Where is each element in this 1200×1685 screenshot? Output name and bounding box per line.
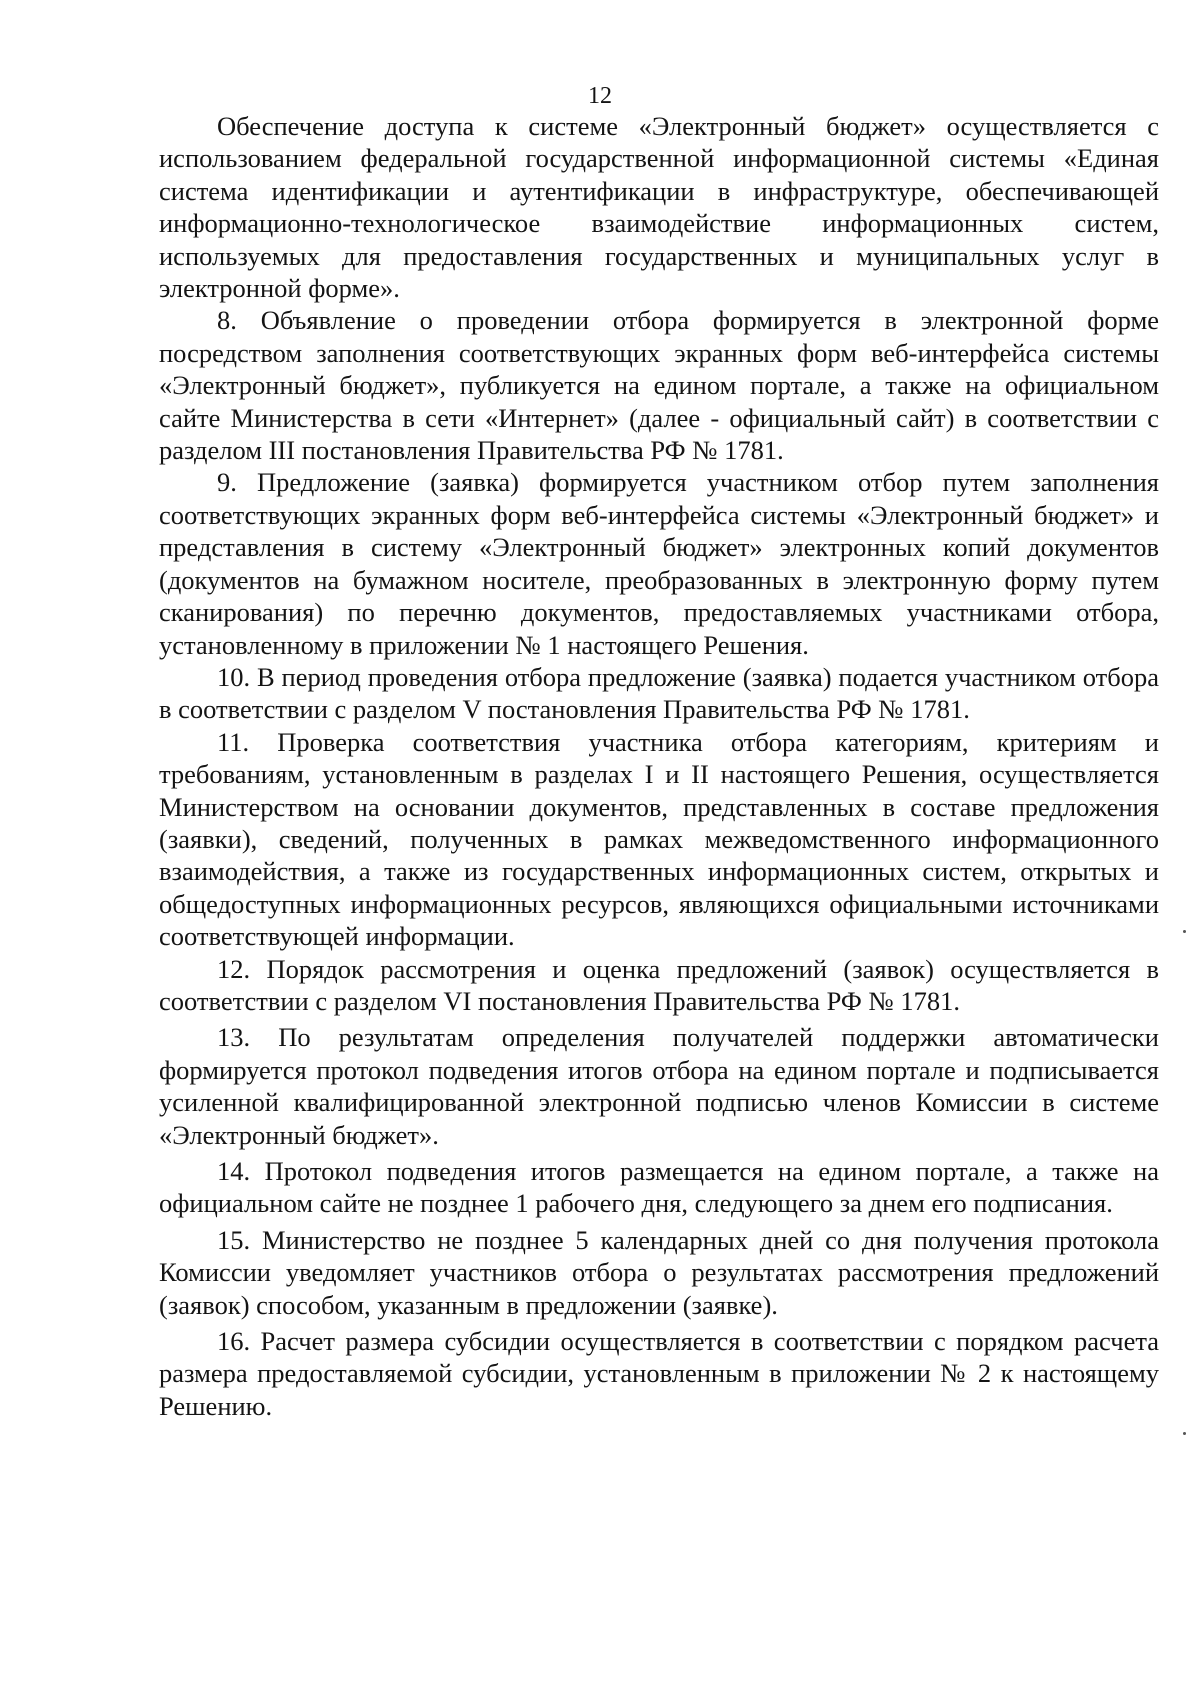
paragraph-14: 14. Протокол подведения итогов размещается на едином портале, а также на официальном сайте не позднее 1 рабочего дня, следующего за днем его подписания. (159, 1156, 1159, 1219)
paragraph-16: 16. Расчет размера субсидии осуществляется в соответствии с порядком расчета размера предоставляемой субсидии, установленным в приложении № 2 к настоящему Решению. (159, 1326, 1159, 1421)
paragraph-intro: Обеспечение доступа к системе «Электронный бюджет» осуществляется с использованием федеральной государственной информационной системы «Единая система идентификации и аутентификации в инфраструктуре, обеспечивающей информационно-технологическое взаимодействие информационных систем, используемых для предоставления государственных и муниципальных услуг в электронной форме». (159, 111, 1159, 304)
paragraph-8: 8. Объявление о проведении отбора формируется в электронной форме посредством заполнения соответствующих экранных форм веб-интерфейса системы «Электронный бюджет», публикуется на едином портале, а также на официальном сайте Министерства в сети «Интернет» (далее - официальный сайт) в соответствии с разделом III постановления Правительства РФ № 1781. (159, 305, 1159, 466)
paragraph-10: 10. В период проведения отбора предложение (заявка) подается участником отбора в соответствии с разделом V постановления Правительства РФ № 1781. (159, 661, 1159, 725)
paragraph-9: 9. Предложение (заявка) формируется участником отбор путем заполнения соответствующих экранных форм веб-интерфейса системы «Электронный бюджет» и представления в систему «Электронный бюджет» электронных копий документов (документов на бумажном носителе, преобразованных в электронную форму путем сканирования) по перечню документов, предоставляемых участниками отбора, установленному в приложении № 1 настоящего Решения. (159, 467, 1159, 660)
paragraph-15: 15. Министерство не позднее 5 календарных дней со дня получения протокола Комиссии уведомляет участников отбора о результатах рассмотрения предложений (заявок) способом, указанным в предложении (заявке). (159, 1224, 1159, 1320)
page-number: 12 (588, 83, 612, 109)
document-body (159, 110, 1159, 1422)
paragraph-11: 11. Проверка соответствия участника отбора категориям, критериям и требованиям, установленным в разделах I и II настоящего Решения, осуществляется Министерством на основании документов, представленных в составе предложения (заявки), сведений, полученных в рамках межведомственного информационного взаимодействия, а также из государственных информационных систем, открытых и общедоступных информационных ресурсов, являющихся официальными источниками соответствующей информации. (159, 726, 1159, 952)
paragraph-12: 12. Порядок рассмотрения и оценка предложений (заявок) осуществляется в соответствии с разделом VI постановления Правительства РФ № 1781. (159, 953, 1159, 1016)
scan-speck (1183, 1432, 1186, 1435)
scan-speck (1183, 930, 1186, 933)
paragraph-13: 13. По результатам определения получателей поддержки автоматически формируется протокол подведения итогов отбора на едином портале и подписывается усиленной квалифицированной электронной подписью членов Комиссии в системе «Электронный бюджет». (159, 1022, 1159, 1150)
